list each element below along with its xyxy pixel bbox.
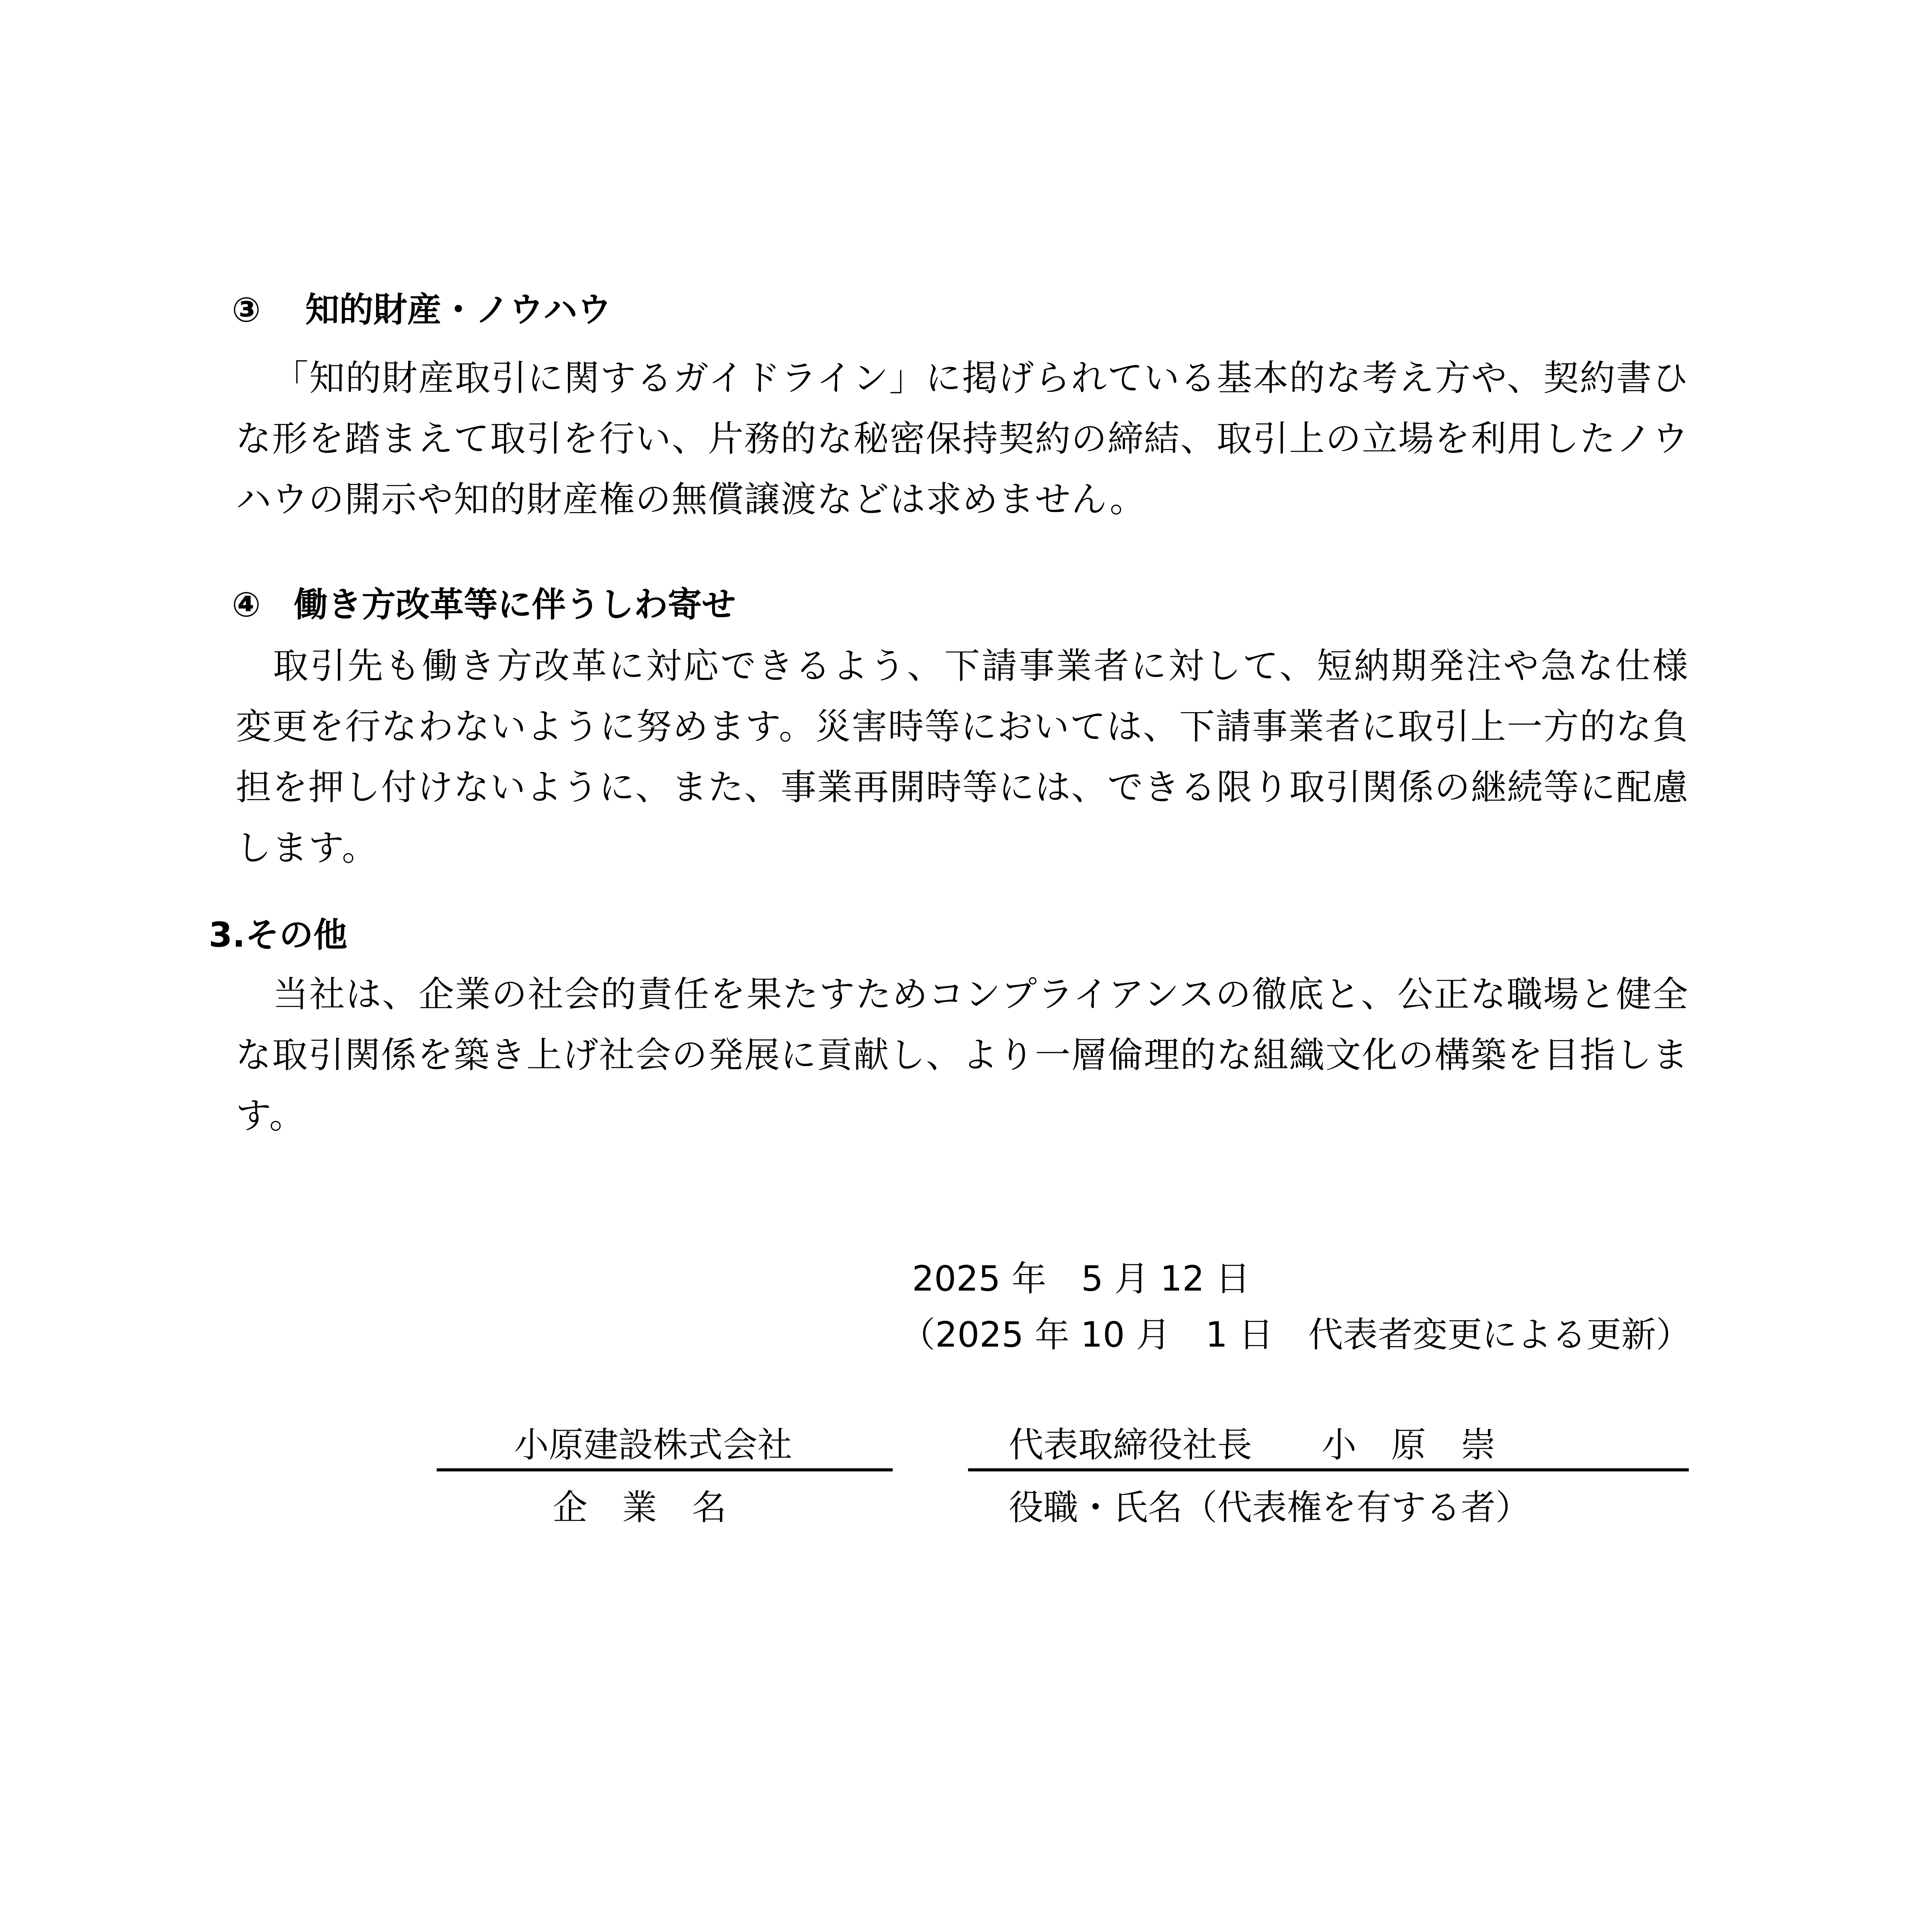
other-heading: 3.その他 xyxy=(209,915,347,955)
other-body: 当社は、企業の社会的責任を果たすためコンプライアンスの徹底と、公正な職場と健全な取引関係を築き上げ社会の発展に貢献し、より一層倫理的な組織文化の構築を目指します。 xyxy=(236,974,1689,1136)
section-title: 働き方改革等に伴うしわ寄せ xyxy=(294,585,736,624)
section-body-workstyle: 取引先も働き方改革に対応できるよう、下請事業者に対して、短納期発注や急な仕様変更を行なわないように努めます。災害時等においては、下請事業者に取引上一方的な負担を押し付けないように、また、事業再開時等には、できる限り取引関係の継続等に配慮します。 xyxy=(236,645,1689,869)
issue-date: 2025 年 5 月 12 日 xyxy=(912,1259,1251,1299)
update-date: （2025 年 10 月 1 日 代表者変更による更新） xyxy=(900,1315,1691,1355)
company-name-underline xyxy=(437,1468,893,1471)
section-number: ④ xyxy=(232,585,261,624)
representative-caption: 役職・氏名（代表権を有する者） xyxy=(1009,1487,1530,1528)
section-title: 知的財産・ノウハウ xyxy=(305,290,612,330)
section-heading-workstyle xyxy=(232,585,736,624)
section-number: ③ xyxy=(232,290,261,330)
section-heading-ip xyxy=(232,291,611,329)
section-body-ip: 「知的財産取引に関するガイドライン」に掲げられている基本的な考え方や、契約書ひな形を踏まえて取引を行い、片務的な秘密保持契約の締結、取引上の立場を利用したノウハウの開示や知的財産権の無償譲渡などは求めません。 xyxy=(236,357,1689,520)
representative-name: 代表取締役社長 小 原 崇 xyxy=(1009,1425,1496,1465)
representative-underline xyxy=(968,1468,1689,1471)
company-caption: 企 業 名 xyxy=(553,1487,727,1528)
company-name: 小原建設株式会社 xyxy=(514,1425,792,1465)
